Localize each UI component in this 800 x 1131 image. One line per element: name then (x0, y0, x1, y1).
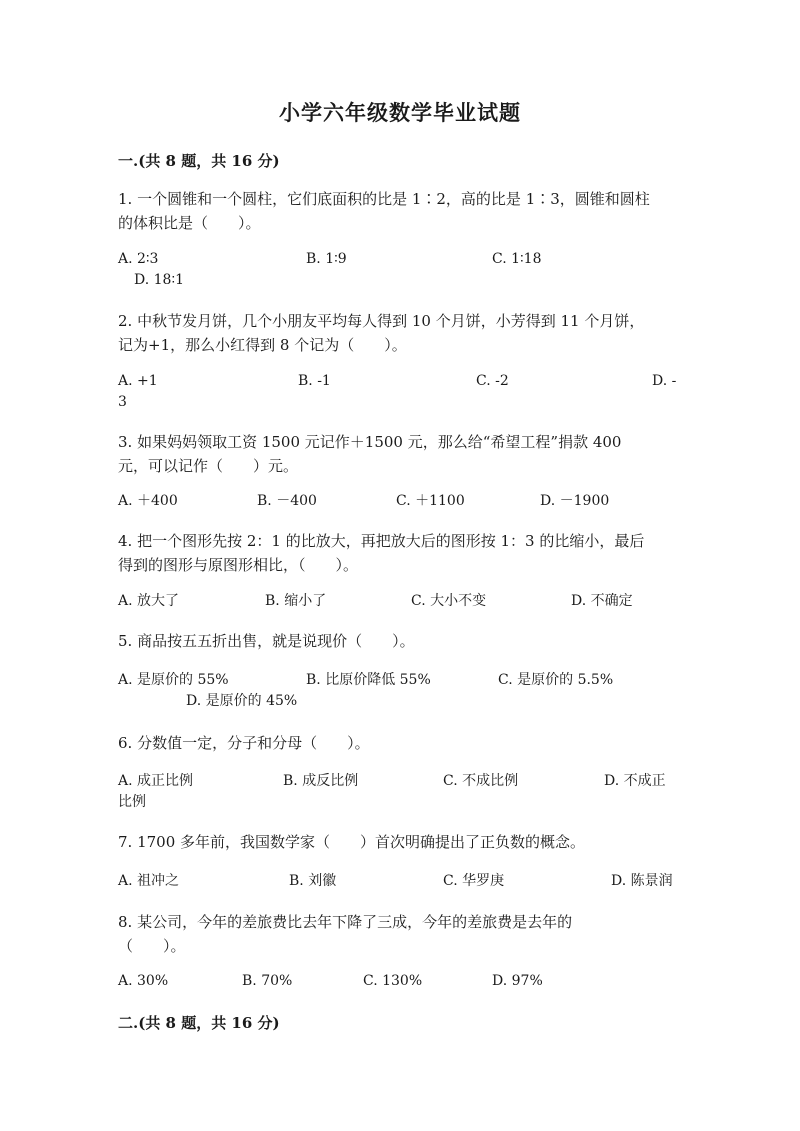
option-c[interactable]: C. 华罗庚 (443, 873, 505, 889)
question-text: 3. 如果妈妈领取工资 1500 元记作＋1500 元，那么给“希望工程”捐款 400 (118, 433, 622, 451)
question-7 (118, 830, 678, 854)
question-text: 元，可以记作（ ）元。 (118, 457, 299, 475)
page-title: 小学六年级数学毕业试题 (279, 100, 521, 125)
question-text: 5. 商品按五五折出售，就是说现价（ ）。 (118, 632, 415, 650)
option-d[interactable]: D. 不确定 (571, 593, 633, 609)
option-a[interactable]: A. 放大了 (118, 593, 180, 609)
question-text: 4. 把一个图形先按 2：1 的比放大，再把放大后的图形按 1：3 的比缩小，最后 (118, 532, 645, 550)
option-a[interactable]: A. ＋400 (118, 493, 178, 509)
question-text: 1. 一个圆锥和一个圆柱，它们底面积的比是 1∶2，高的比是 1∶3，圆锥和圆柱 (118, 190, 650, 208)
option-b[interactable]: B. 刘徽 (289, 873, 337, 889)
question-4 (118, 529, 678, 577)
question-text: 得到的图形与原图形相比，（ ）。 (118, 556, 359, 574)
option-d[interactable]: D. 不成正 (604, 773, 666, 789)
option-b[interactable]: B. 比原价降低 55% (306, 672, 431, 688)
option-c[interactable]: C. 是原价的 5.5% (498, 672, 614, 688)
option-d[interactable]: D. - (652, 373, 677, 389)
option-a[interactable]: A. 30% (118, 973, 169, 989)
question-6 (118, 731, 678, 755)
question-2 (118, 309, 678, 357)
option-d[interactable]: D. 18∶1 (134, 272, 184, 288)
option-a[interactable]: A. 成正比例 (118, 773, 194, 789)
section-heading-2: 二.(共 8 题，共 16 分) (118, 1014, 280, 1032)
question-8 (118, 910, 678, 958)
question-text: 6. 分数值一定，分子和分母（ ）。 (118, 734, 370, 752)
option-d-wrap: 比例 (118, 794, 146, 810)
option-b[interactable]: B. 70% (242, 973, 293, 989)
option-b[interactable]: B. 成反比例 (283, 773, 359, 789)
question-text: 2. 中秋节发月饼，几个小朋友平均每人得到 10 个月饼，小芳得到 11 个月饼， (118, 312, 645, 330)
option-d-wrap: 3 (118, 394, 127, 410)
option-b[interactable]: B. 缩小了 (265, 593, 327, 609)
option-c[interactable]: C. 大小不变 (411, 593, 487, 609)
option-b[interactable]: B. 1∶9 (306, 251, 347, 267)
question-text: （ ）。 (118, 937, 186, 955)
option-d[interactable]: D. 97% (492, 973, 543, 989)
option-d[interactable]: D. 陈景润 (611, 873, 673, 889)
option-d[interactable]: D. －1900 (540, 493, 610, 509)
option-c[interactable]: C. ＋1100 (396, 493, 465, 509)
option-a[interactable]: A. 2∶3 (118, 251, 159, 267)
section-heading-1: 一.(共 8 题，共 16 分) (118, 152, 280, 170)
option-a[interactable]: A. +1 (118, 373, 158, 389)
option-c[interactable]: C. 不成比例 (443, 773, 519, 789)
question-text: 记为+1，那么小红得到 8 个记为（ ）。 (118, 336, 407, 354)
option-c[interactable]: C. 1∶18 (492, 251, 542, 267)
question-1 (118, 187, 678, 235)
option-a[interactable]: A. 是原价的 55% (118, 672, 229, 688)
option-b[interactable]: B. －400 (257, 493, 317, 509)
question-3 (118, 430, 678, 478)
question-text: 7. 1700 多年前，我国数学家（ ）首次明确提出了正负数的概念。 (118, 833, 586, 851)
question-text: 8. 某公司，今年的差旅费比去年下降了三成，今年的差旅费是去年的 (118, 913, 573, 931)
option-d[interactable]: D. 是原价的 45% (186, 693, 298, 709)
option-b[interactable]: B. -1 (298, 373, 331, 389)
option-c[interactable]: C. 130% (363, 973, 423, 989)
question-text: 的体积比是（ ）。 (118, 214, 261, 232)
question-5 (118, 629, 678, 653)
option-c[interactable]: C. -2 (476, 373, 509, 389)
option-a[interactable]: A. 祖冲之 (118, 873, 180, 889)
